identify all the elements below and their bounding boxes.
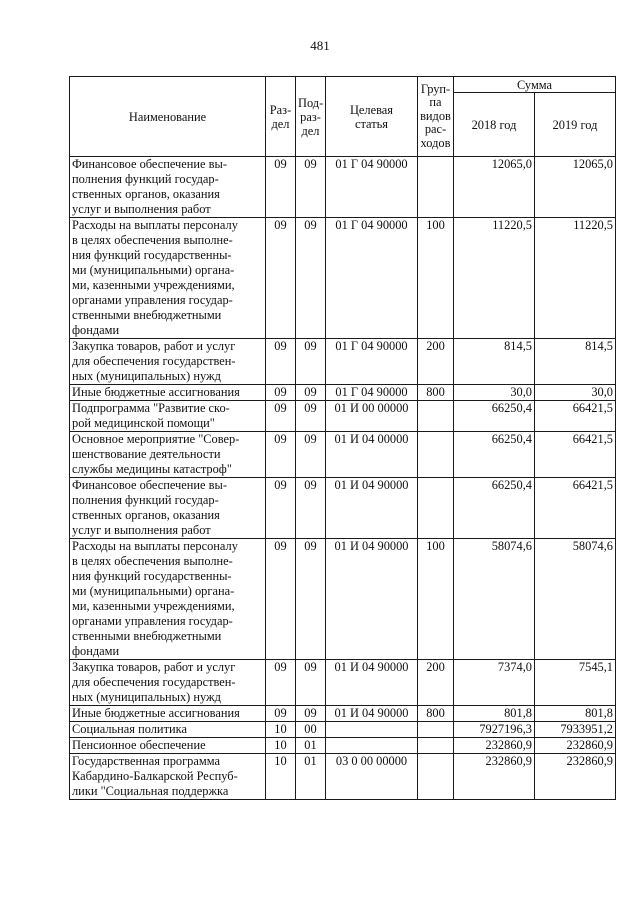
cell-y2018: 11220,5 [454,218,535,339]
cell-name: Иные бюджетные ассигнования [70,706,266,722]
cell-y2018: 66250,4 [454,432,535,478]
cell-y2019: 11220,5 [535,218,616,339]
cell-statya: 01 И 00 00000 [326,401,418,432]
cell-podrazdel: 09 [296,339,326,385]
cell-statya: 01 И 04 90000 [326,539,418,660]
header-razdel: Раз- дел [266,77,296,157]
cell-podrazdel: 09 [296,432,326,478]
budget-table [69,76,616,800]
cell-statya: 01 И 04 90000 [326,660,418,706]
table-row [70,706,616,722]
cell-razdel: 09 [266,157,296,218]
cell-podrazdel: 01 [296,754,326,800]
cell-y2019: 7545,1 [535,660,616,706]
cell-y2019: 232860,9 [535,738,616,754]
cell-name: Иные бюджетные ассигнования [70,385,266,401]
header-statya: Целевая статья [326,77,418,157]
cell-name: Государственная программа Кабардино-Балкарской Респуб- лики "Социальная поддержка [70,754,266,800]
cell-name: Закупка товаров, работ и услуг для обеспечения государствен- ных (муниципальных) нужд [70,339,266,385]
cell-vid [418,401,454,432]
cell-y2018: 66250,4 [454,478,535,539]
cell-statya: 01 И 04 00000 [326,432,418,478]
cell-y2019: 66421,5 [535,478,616,539]
cell-y2019: 66421,5 [535,432,616,478]
cell-vid: 800 [418,385,454,401]
cell-vid [418,478,454,539]
table-row [70,157,616,218]
cell-vid [418,432,454,478]
cell-y2018: 66250,4 [454,401,535,432]
cell-razdel: 09 [266,218,296,339]
cell-y2018: 801,8 [454,706,535,722]
table-row [70,738,616,754]
cell-y2018: 7927196,3 [454,722,535,738]
cell-vid [418,754,454,800]
cell-podrazdel: 09 [296,385,326,401]
cell-name: Расходы на выплаты персоналу в целях обеспечения выполне- ния функций государственны- ми (муниципальными) органа- ми, казенными учреждениями, органами управления государ- ственными внебюджетными фондами [70,218,266,339]
cell-name: Основное мероприятие "Совер- шенствование деятельности службы медицины катастроф" [70,432,266,478]
cell-razdel: 09 [266,432,296,478]
cell-statya: 03 0 00 00000 [326,754,418,800]
cell-vid: 200 [418,660,454,706]
cell-statya: 01 И 04 90000 [326,478,418,539]
table-row [70,478,616,539]
cell-vid: 800 [418,706,454,722]
cell-vid: 100 [418,218,454,339]
cell-statya: 01 И 04 90000 [326,706,418,722]
cell-name: Закупка товаров, работ и услуг для обеспечения государствен- ных (муниципальных) нужд [70,660,266,706]
cell-y2018: 12065,0 [454,157,535,218]
cell-statya: 01 Г 04 90000 [326,339,418,385]
cell-razdel: 10 [266,754,296,800]
cell-razdel: 09 [266,660,296,706]
cell-statya [326,722,418,738]
cell-razdel: 09 [266,478,296,539]
cell-name: Подпрограмма "Развитие ско- рой медицинской помощи" [70,401,266,432]
cell-name: Финансовое обеспечение вы- полнения функций государ- ственных органов, оказания услуг и выполнения работ [70,478,266,539]
cell-name: Расходы на выплаты персоналу в целях обеспечения выполне- ния функций государственны- ми (муниципальными) органа- ми, казенными учреждениями, органами управления государ- ственными внебюджетными фондами [70,539,266,660]
cell-vid: 200 [418,339,454,385]
cell-y2019: 801,8 [535,706,616,722]
cell-name: Финансовое обеспечение вы- полнения функций государ- ственных органов, оказания услуг и выполнения работ [70,157,266,218]
cell-y2018: 232860,9 [454,738,535,754]
cell-razdel: 09 [266,706,296,722]
cell-y2019: 58074,6 [535,539,616,660]
header-2019: 2019 год [535,93,616,157]
cell-y2019: 12065,0 [535,157,616,218]
cell-razdel: 09 [266,385,296,401]
cell-statya: 01 Г 04 90000 [326,157,418,218]
header-summa: Сумма [454,77,616,93]
cell-vid [418,157,454,218]
cell-podrazdel: 09 [296,660,326,706]
cell-podrazdel: 09 [296,706,326,722]
table-row [70,722,616,738]
cell-razdel: 10 [266,738,296,754]
table-row [70,539,616,660]
cell-statya: 01 Г 04 90000 [326,218,418,339]
cell-razdel: 09 [266,401,296,432]
cell-y2018: 814,5 [454,339,535,385]
table-row [70,218,616,339]
cell-podrazdel: 09 [296,218,326,339]
table-row [70,432,616,478]
cell-vid [418,738,454,754]
header-podrazdel: Под- раз- дел [296,77,326,157]
cell-vid: 100 [418,539,454,660]
cell-podrazdel: 09 [296,539,326,660]
cell-name: Пенсионное обеспечение [70,738,266,754]
cell-y2018: 7374,0 [454,660,535,706]
header-name: Наименование [70,77,266,157]
table-row [70,660,616,706]
table-body [70,157,616,800]
cell-razdel: 09 [266,539,296,660]
cell-razdel: 09 [266,339,296,385]
cell-podrazdel: 09 [296,478,326,539]
cell-y2019: 66421,5 [535,401,616,432]
cell-y2019: 30,0 [535,385,616,401]
table-row [70,385,616,401]
cell-statya [326,738,418,754]
cell-podrazdel: 01 [296,738,326,754]
cell-podrazdel: 09 [296,401,326,432]
cell-y2019: 814,5 [535,339,616,385]
cell-y2019: 7933951,2 [535,722,616,738]
cell-y2018: 30,0 [454,385,535,401]
cell-statya: 01 Г 04 90000 [326,385,418,401]
cell-razdel: 10 [266,722,296,738]
cell-y2018: 232860,9 [454,754,535,800]
cell-y2018: 58074,6 [454,539,535,660]
header-2018: 2018 год [454,93,535,157]
cell-y2019: 232860,9 [535,754,616,800]
header-vid: Груп- па видов рас- ходов [418,77,454,157]
table-row [70,754,616,800]
page-number: 481 [310,38,330,53]
cell-name: Социальная политика [70,722,266,738]
cell-vid [418,722,454,738]
cell-podrazdel: 09 [296,157,326,218]
table-row [70,401,616,432]
table-row [70,339,616,385]
cell-podrazdel: 00 [296,722,326,738]
